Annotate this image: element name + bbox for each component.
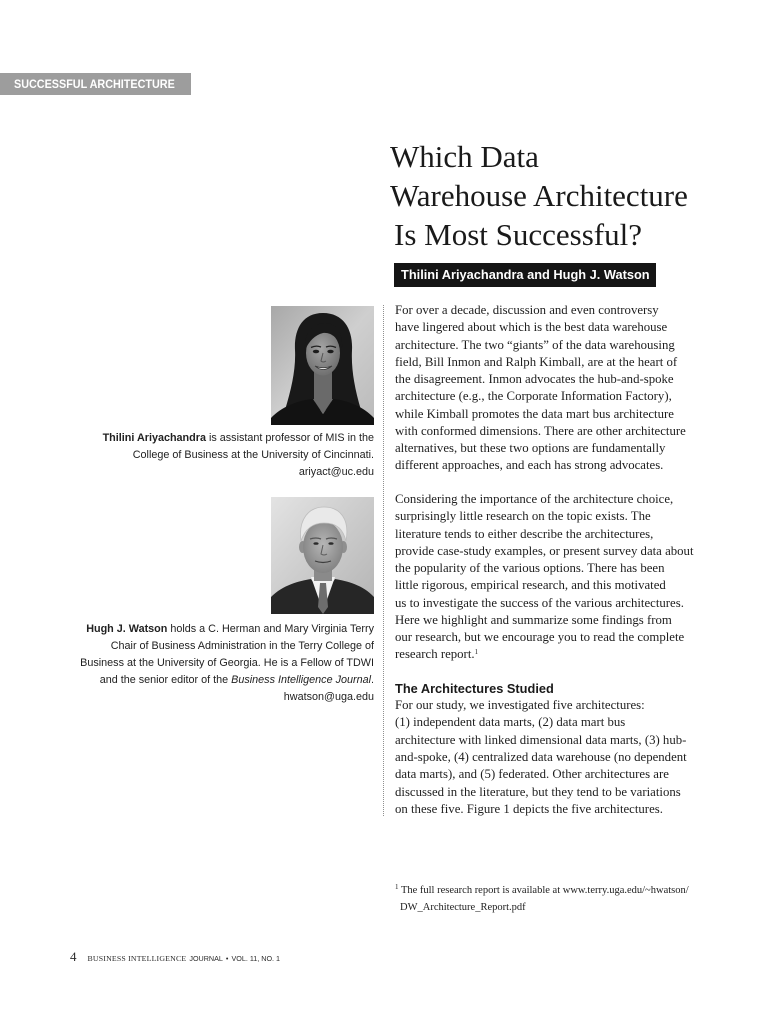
body-text-line: provide case-study examples, or present survey data about — [395, 543, 694, 558]
separator-bullet: • — [225, 954, 229, 963]
section-banner — [0, 73, 191, 95]
author-bio-text: is assistant professor of MIS in the — [208, 432, 374, 444]
portrait-eye — [313, 350, 319, 353]
author-bio-ariyachandra — [40, 430, 374, 481]
body-text-line: field, Bill Inmon and Ralph Kimball, are at the heart of — [395, 354, 678, 369]
body-text-line: literature tends to either describe the architectures, — [395, 526, 654, 541]
portrait-image — [271, 306, 374, 425]
portrait-eye — [328, 542, 333, 545]
body-text-fragment: research report. — [395, 647, 475, 662]
author-name: Hugh J. Watson — [86, 623, 168, 635]
body-text-line: and-spoke, (4) centralized data warehouse (no dependent — [395, 749, 687, 764]
author-bio-line — [40, 430, 374, 447]
page-number: 4 — [70, 949, 77, 964]
author-email: ariyact@uc.edu — [298, 466, 374, 479]
footnote-marker: 1 — [395, 882, 399, 891]
page-footer — [70, 950, 280, 966]
body-text-line: architecture (e.g., the Corporate Information Factory), — [395, 389, 672, 404]
author-bio-text: holds a C. Herman and Mary Virginia Terry — [170, 623, 374, 635]
author-bio-line — [40, 672, 374, 689]
body-text-line: surprisingly little research on the topic exists. The — [395, 509, 651, 524]
portrait-eye — [313, 542, 318, 545]
body-text-line: little rigorous, empirical research, and this motivated — [395, 578, 666, 593]
column-divider — [383, 305, 384, 816]
footnote-text: The full research report is available at www.terry.uga.edu/~hwatson/ — [400, 885, 689, 896]
byline-bar — [394, 263, 656, 287]
section-banner-label: SUCCESSFUL ARCHITECTURE — [14, 77, 175, 91]
journal-name: BUSINESS INTELLIGENCE — [87, 954, 187, 963]
body-text-line: have lingered about which is the best data warehouse — [395, 320, 668, 335]
footnote-line: DW_Architecture_Report.pdf — [400, 901, 526, 913]
article-title-line: Warehouse Architecture — [390, 178, 688, 213]
body-text-line: us to investigate the success of the various architectures. — [395, 595, 684, 610]
journal-name-suffix: JOURNAL — [189, 954, 223, 963]
body-text-line: Here we highlight and summarize some findings from — [395, 612, 672, 627]
body-text-line: alternatives, but these two options are fundamentally — [395, 441, 666, 455]
author-email: hwatson@uga.edu — [283, 691, 374, 704]
body-text-line: (1) independent data marts, (2) data mart bus — [395, 715, 626, 730]
body-text-line: For over a decade, discussion and even controversy — [395, 303, 659, 317]
portrait-image — [271, 497, 374, 614]
author-bio-line: Business at the University of Georgia. He is a Fellow of TDWI — [80, 657, 374, 670]
author-bio-line — [40, 621, 374, 638]
body-text-line: architecture. The two “giants” of the data warehousing — [395, 337, 675, 352]
article-title-line: Which Data — [390, 139, 539, 174]
author-bio-line: College of Business at the University of Cincinnati. — [132, 449, 374, 462]
body-text-line: different approaches, and each has strong advocates. — [395, 458, 664, 473]
body-text-line — [395, 646, 694, 663]
author-name: Thilini Ariyachandra — [102, 432, 206, 444]
body-text-line: on these five. Figure 1 depicts the five architectures. — [395, 801, 663, 816]
section-heading: The Architectures Studied — [395, 681, 554, 696]
article-title-line: Is Most Successful? — [394, 217, 642, 252]
body-text-line: with conformed dimensions. There are other architecture — [395, 423, 686, 438]
author-photo-ariyachandra — [271, 306, 374, 425]
author-bio-watson — [40, 621, 374, 706]
author-bio-text: and the senior editor of the — [99, 674, 229, 687]
footnote-line — [395, 883, 689, 900]
body-text-line: the popularity of the various options. There has been — [395, 561, 665, 575]
footnote-reference: 1 — [474, 647, 479, 656]
article-title — [390, 137, 688, 254]
footnote — [395, 883, 689, 915]
body-paragraph — [395, 491, 694, 664]
byline-authors: Thilini Ariyachandra and Hugh J. Watson — [401, 267, 650, 282]
body-text-line: discussed in the literature, but they tend to be variations — [395, 784, 681, 799]
body-text-line: the disagreement. Inmon advocates the hub-and-spoke — [395, 372, 674, 386]
author-photo-watson — [271, 497, 374, 614]
journal-title: Business Intelligence Journal — [231, 674, 371, 687]
issue-label: VOL. 11, NO. 1 — [231, 954, 281, 963]
body-text-line: architecture with linked dimensional data marts, (3) hub- — [395, 732, 687, 747]
body-text-line: while Kimball promotes the data mart bus architecture — [395, 406, 674, 421]
portrait-eye — [327, 350, 333, 353]
body-text-line: For our study, we investigated five architectures: — [395, 698, 645, 712]
author-bio-text: . — [371, 674, 374, 687]
body-text-line: our research, but we encourage you to read the complete — [395, 630, 685, 644]
body-text-line: data marts), and (5) federated. Other architectures are — [395, 767, 669, 782]
portrait-neck — [314, 372, 332, 402]
author-bio-line: Chair of Business Administration in the Terry College of — [110, 640, 374, 653]
body-paragraph — [395, 302, 686, 475]
body-text-line: Considering the importance of the architecture choice, — [395, 492, 674, 506]
body-paragraph — [395, 697, 687, 818]
